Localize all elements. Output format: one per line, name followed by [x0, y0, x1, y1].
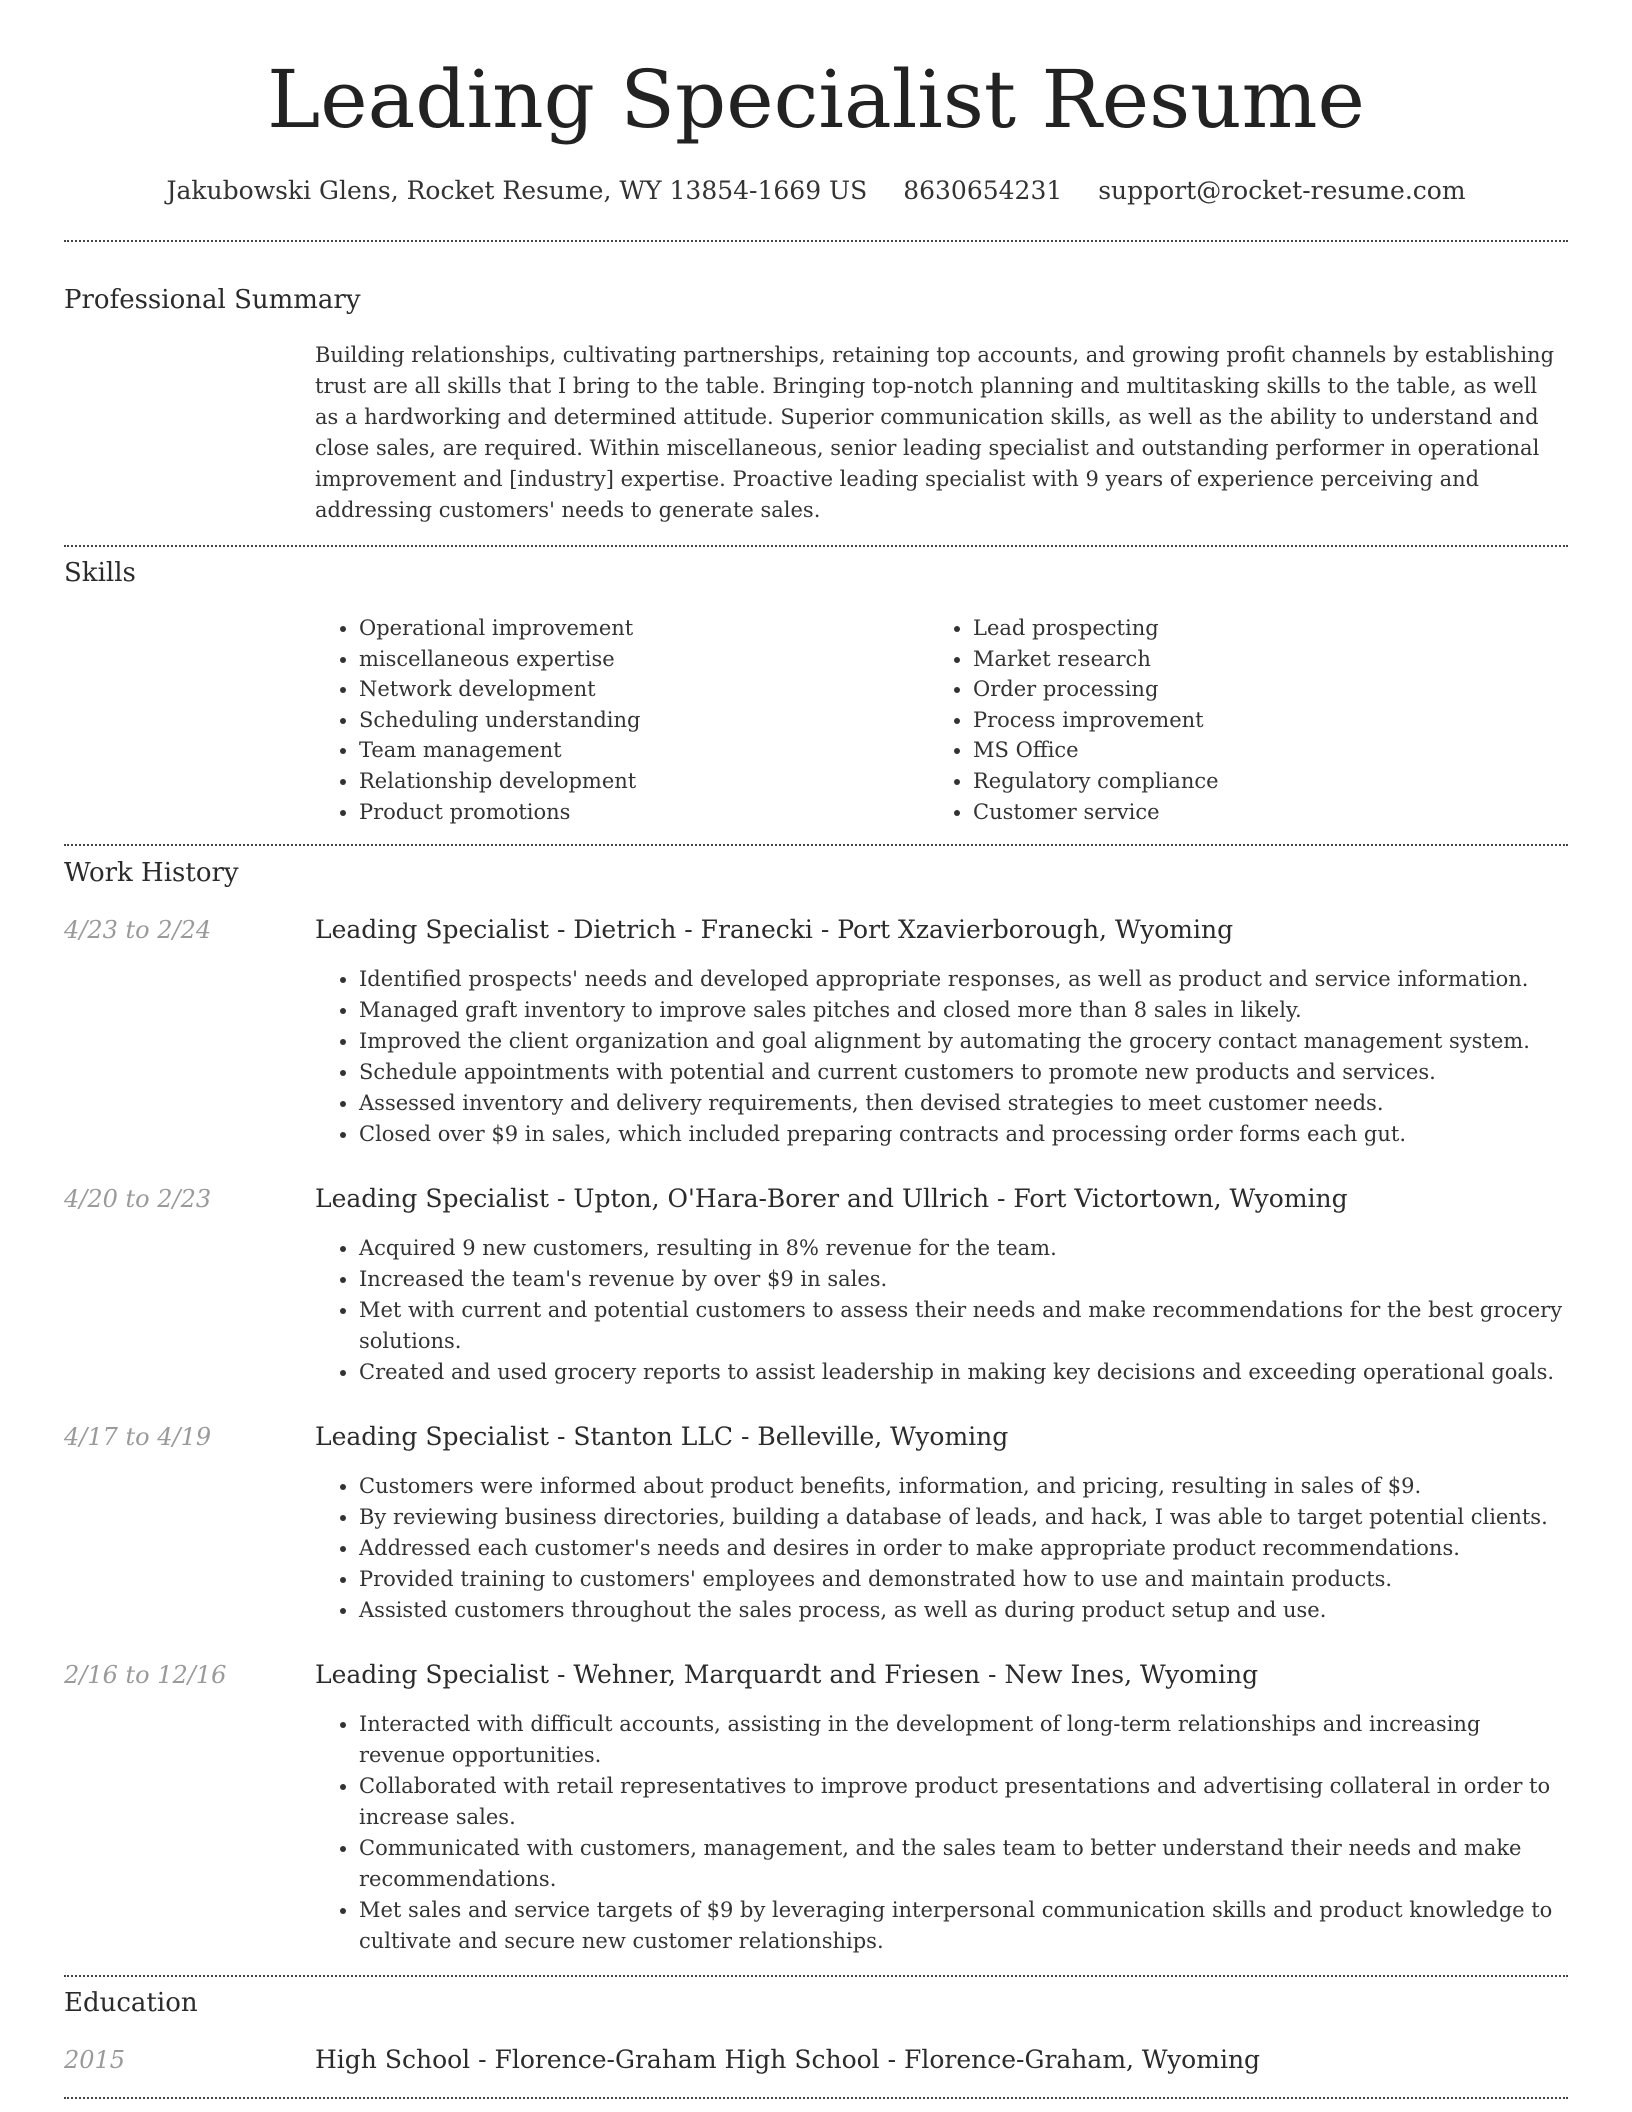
education-heading: Education: [64, 1988, 198, 2018]
list-item: • Communicated with customers, management, and the sales team to better understand their needs and make recommendations.: [359, 1833, 1565, 1895]
list-item: • Process improvement: [973, 705, 1543, 736]
job-title: Leading Specialist - Wehner, Marquardt and Friesen - New Ines, Wyoming: [315, 1660, 1259, 1689]
list-item: • Customers were informed about product benefits, information, and pricing, resulting in sales of $9.: [359, 1471, 1565, 1502]
work-history-heading: Work History: [64, 858, 239, 888]
job-bullets: [315, 1471, 1565, 1626]
list-item: • Assessed inventory and delivery requirements, then devised strategies to meet customer needs.: [359, 1088, 1565, 1119]
divider: [64, 1975, 1568, 1977]
contact-phone: 8630654231: [903, 176, 1063, 205]
list-item: • Regulatory compliance: [973, 766, 1543, 797]
list-item: • Improved the client organization and goal alignment by automating the grocery contact management system.: [359, 1026, 1565, 1057]
list-item: • Relationship development: [359, 766, 929, 797]
summary-heading: Professional Summary: [64, 285, 361, 315]
list-item: • Lead prospecting: [973, 613, 1543, 644]
divider: [64, 545, 1568, 547]
list-item: • By reviewing business directories, building a database of leads, and hack, I was able to target potential clients.: [359, 1502, 1565, 1533]
list-item: • Identified prospects' needs and developed appropriate responses, as well as product and service information.: [359, 964, 1565, 995]
list-item: • Created and used grocery reports to assist leadership in making key decisions and exceeding operational goals.: [359, 1357, 1565, 1388]
page-title: Leading Specialist Resume: [267, 53, 1365, 146]
skills-column-right: [929, 613, 1543, 827]
job-bullets: [315, 1233, 1565, 1388]
education-title: High School - Florence-Graham High School - Florence-Graham, Wyoming: [315, 2045, 1261, 2074]
list-item: • Provided training to customers' employees and demonstrated how to use and maintain products.: [359, 1564, 1565, 1595]
resume-header: [0, 0, 1632, 208]
list-item: • Schedule appointments with potential and current customers to promote new products and services.: [359, 1057, 1565, 1088]
list-item: • miscellaneous expertise: [359, 644, 929, 675]
divider: [64, 2097, 1568, 2099]
job-title: Leading Specialist - Dietrich - Franecki - Port Xzavierborough, Wyoming: [315, 915, 1234, 944]
job-date: 4/23 to 2/24: [64, 916, 212, 944]
list-item: • Operational improvement: [359, 613, 929, 644]
list-item: • Closed over $9 in sales, which included preparing contracts and processing order forms each gut.: [359, 1119, 1565, 1150]
list-item: • Assisted customers throughout the sales process, as well as during product setup and use.: [359, 1595, 1565, 1626]
list-item: • Met sales and service targets of $9 by leveraging interpersonal communication skills and product knowledge to cultivate and secure new customer relationships.: [359, 1895, 1565, 1957]
skills-list: [315, 613, 1565, 827]
list-item: • Acquired 9 new customers, resulting in 8% revenue for the team.: [359, 1233, 1565, 1264]
divider: [64, 844, 1568, 846]
list-item: • Interacted with difficult accounts, assisting in the development of long-term relationships and increasing revenue opportunities.: [359, 1709, 1565, 1771]
list-item: • Addressed each customer's needs and desires in order to make appropriate product recommendations.: [359, 1533, 1565, 1564]
summary-text: Building relationships, cultivating partnerships, retaining top accounts, and growing profit channels by establishing trust are all skills that I bring to the table. Bringing top-notch planning and multitasking skills to the table, as well as a hardworking and determined attitude. Superior communication skills, as well as the ability to understand and close sales, are required. Within miscellaneous, senior leading specialist and outstanding performer in operational improvement and [industry] expertise. Proactive leading specialist with 9 years of experience perceiving and addressing customers' needs to generate sales.: [315, 343, 1555, 522]
education-date: 2015: [64, 2046, 126, 2074]
list-item: • MS Office: [973, 735, 1543, 766]
contact-address: Jakubowski Glens, Rocket Resume, WY 13854-1669 US: [166, 176, 868, 205]
list-item: • Network development: [359, 674, 929, 705]
job-date: 4/20 to 2/23: [64, 1185, 212, 1213]
list-item: • Order processing: [973, 674, 1543, 705]
job-title: Leading Specialist - Upton, O'Hara-Borer and Ullrich - Fort Victortown, Wyoming: [315, 1184, 1348, 1213]
list-item: • Met with current and potential customers to assess their needs and make recommendations for the best grocery solutions.: [359, 1295, 1565, 1357]
job-date: 2/16 to 12/16: [64, 1661, 227, 1689]
skills-heading: Skills: [64, 558, 136, 588]
job-bullets: [315, 964, 1565, 1150]
list-item: • Managed graft inventory to improve sales pitches and closed more than 8 sales in likely.: [359, 995, 1565, 1026]
list-item: • Collaborated with retail representatives to improve product presentations and advertising collateral in order to increase sales.: [359, 1771, 1565, 1833]
list-item: • Scheduling understanding: [359, 705, 929, 736]
list-item: • Market research: [973, 644, 1543, 675]
job-bullets: [315, 1709, 1565, 1957]
list-item: • Customer service: [973, 797, 1543, 828]
divider: [64, 240, 1568, 242]
contact-line: [0, 174, 1632, 208]
contact-email: support@rocket-resume.com: [1098, 176, 1466, 205]
list-item: • Product promotions: [359, 797, 929, 828]
list-item: • Increased the team's revenue by over $9 in sales.: [359, 1264, 1565, 1295]
list-item: • Team management: [359, 735, 929, 766]
job-title: Leading Specialist - Stanton LLC - Belleville, Wyoming: [315, 1422, 1009, 1451]
job-date: 4/17 to 4/19: [64, 1423, 212, 1451]
skills-column-left: [315, 613, 929, 827]
